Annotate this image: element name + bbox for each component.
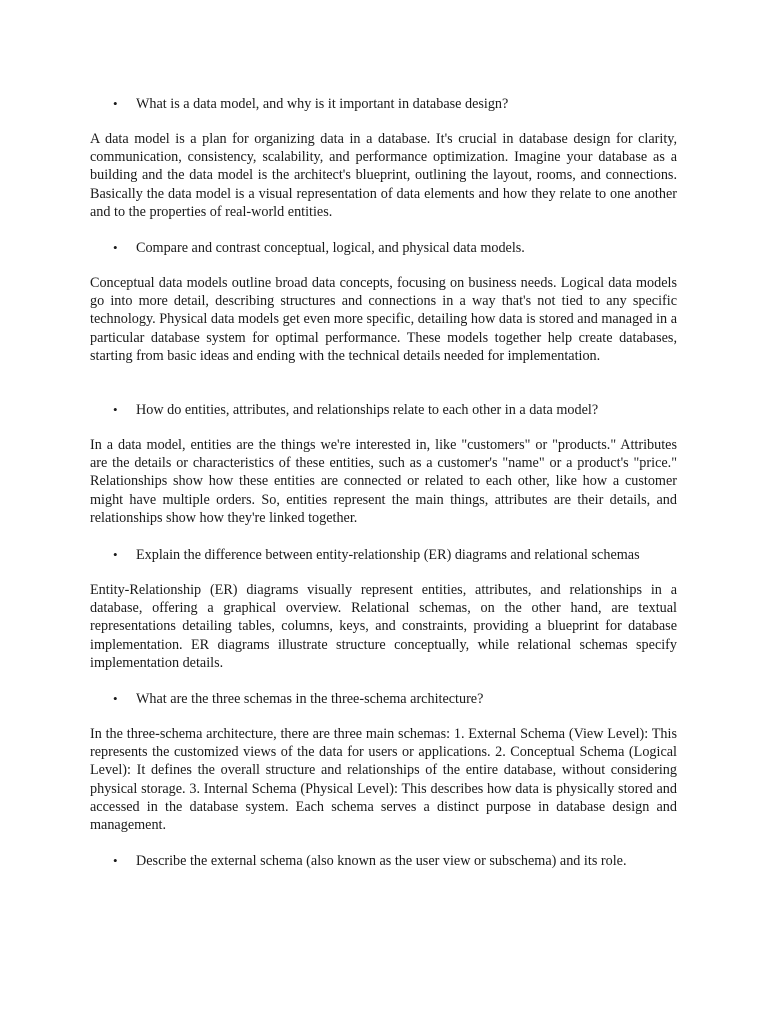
question-text: How do entities, attributes, and relationships relate to each other in a data model? (136, 402, 599, 418)
question-item (90, 852, 678, 870)
bullet-icon: • (113, 240, 118, 255)
question-item (90, 239, 678, 257)
answer-paragraph: In the three-schema architecture, there are three main schemas: 1. External Schema (View Level): This represents the customized views of the data for users or applications. 2. Conceptual Schema (Logical Level): It defines the overall structure and relationships of the entire database, without considering physical storage. 3. Internal Schema (Physical Level): This describes how data is physically stored and accessed in the database system. Each schema serves a distinct purpose in database design and management. (90, 726, 677, 834)
answer-paragraph: In a data model, entities are the things we're interested in, like "customers" or "products." Attributes are the details or characteristics of these entities, such as a customer's "name" or a product's "price." Relationships show how these entities are connected or related to each other, like how a customer might have multiple orders. So, entities represent the main things, attributes are their details, and relationships show how they're linked together. (90, 437, 677, 526)
question-item (90, 690, 678, 708)
question-item (90, 546, 678, 564)
question-text: What are the three schemas in the three-schema architecture? (136, 691, 484, 707)
bullet-icon: • (113, 853, 118, 868)
question-item (90, 95, 678, 113)
answer-paragraph: Entity-Relationship (ER) diagrams visually represent entities, attributes, and relationships in a database, offering a graphical overview. Relational schemas, on the other hand, are textual representations detailing tables, columns, keys, and constraints, providing a blueprint for database implementation. ER diagrams illustrate structure conceptually, while relational schemas specify implementation details. (90, 582, 677, 671)
answer-paragraph: A data model is a plan for organizing data in a database. It's crucial in database design for clarity, communication, consistency, scalability, and performance optimization. Imagine your database as a building and the data model is the architect's blueprint, outlining the layout, rooms, and connections. Basically the data model is a visual representation of data elements and how they relate to one another and to the properties of real-world entities. (90, 131, 677, 220)
bullet-icon: • (113, 96, 118, 111)
bullet-icon: • (113, 402, 118, 417)
question-item (90, 401, 678, 419)
bullet-icon: • (113, 547, 118, 562)
question-text: Explain the difference between entity-relationship (ER) diagrams and relational schemas (136, 547, 640, 563)
question-text: Describe the external schema (also known as the user view or subschema) and its role. (136, 853, 627, 869)
answer-paragraph: Conceptual data models outline broad data concepts, focusing on business needs. Logical data models go into more detail, describing structures and connections in a way that's not tied to any specific technology. Physical data models get even more specific, detailing how data is stored and managed in a particular database system for optimal performance. These models together help create databases, starting from basic ideas and ending with the technical details needed for implementation. (90, 275, 677, 364)
question-text: What is a data model, and why is it important in database design? (136, 96, 509, 112)
question-text: Compare and contrast conceptual, logical, and physical data models. (136, 240, 525, 256)
bullet-icon: • (113, 691, 118, 706)
